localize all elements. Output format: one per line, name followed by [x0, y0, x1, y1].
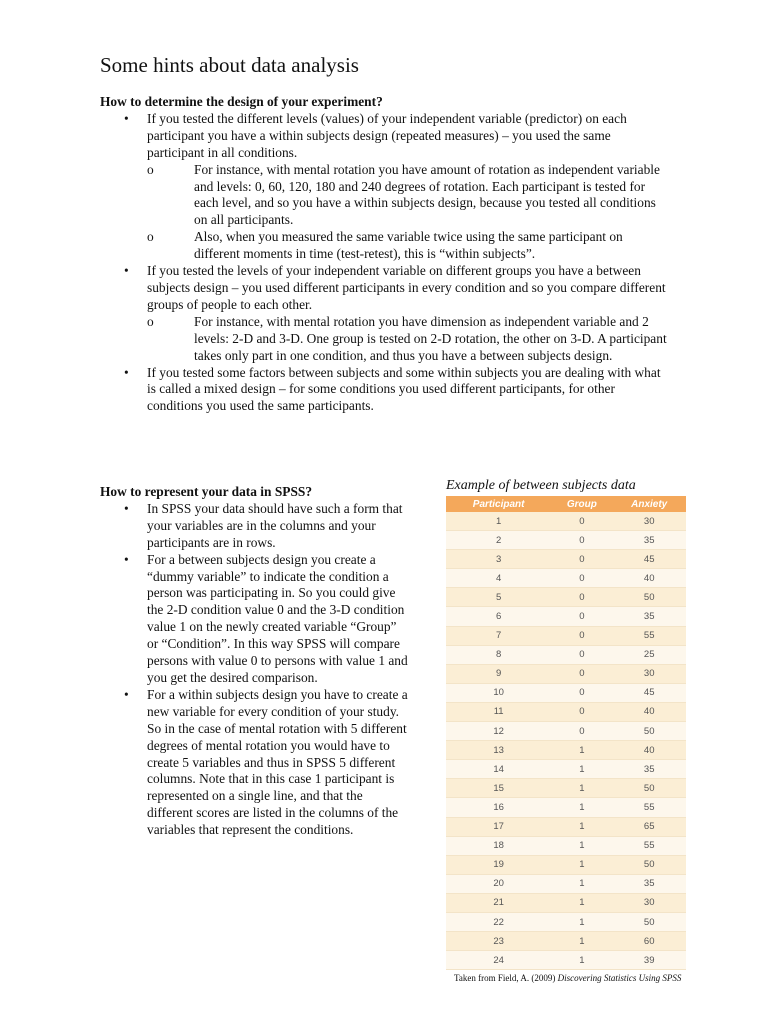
bullet-icon: • [124, 364, 129, 380]
column-header-anxiety: Anxiety [612, 496, 686, 512]
group-cell: 1 [551, 779, 612, 798]
design-sub-bullet [147, 229, 670, 263]
table-row [446, 683, 686, 702]
group-cell: 0 [551, 607, 612, 626]
table-row [446, 779, 686, 798]
group-cell: 1 [551, 760, 612, 779]
group-cell: 0 [551, 626, 612, 645]
participant-cell: 23 [446, 932, 551, 951]
participant-cell: 16 [446, 798, 551, 817]
spss-section [100, 484, 410, 839]
anxiety-cell: 60 [612, 932, 686, 951]
anxiety-cell: 45 [612, 550, 686, 569]
participant-cell: 7 [446, 626, 551, 645]
participant-cell: 18 [446, 836, 551, 855]
anxiety-cell: 50 [612, 855, 686, 874]
table-caption: Example of between subjects data [446, 478, 636, 493]
anxiety-cell: 35 [612, 760, 686, 779]
participant-cell: 6 [446, 607, 551, 626]
group-cell: 0 [551, 588, 612, 607]
participant-cell: 12 [446, 722, 551, 741]
group-cell: 0 [551, 645, 612, 664]
column-header-group: Group [551, 496, 612, 512]
participant-cell: 9 [446, 664, 551, 683]
table-row [446, 626, 686, 645]
design-bullet-text: If you tested the levels of your independent variable on different groups you have a between subjects design – you used different participants in every condition and so you compare different groups of people to each other. [147, 263, 666, 312]
group-cell: 0 [551, 722, 612, 741]
table-row [446, 836, 686, 855]
table-body [446, 512, 686, 970]
design-bullet-list [100, 111, 670, 415]
participant-cell: 20 [446, 874, 551, 893]
table-row [446, 741, 686, 760]
anxiety-cell: 25 [612, 645, 686, 664]
example-table-block [446, 477, 686, 984]
design-sub-bullet [147, 314, 670, 365]
participant-cell: 1 [446, 512, 551, 531]
anxiety-cell: 30 [612, 512, 686, 531]
group-cell: 1 [551, 836, 612, 855]
design-sub-text: Also, when you measured the same variable twice using the same participant on different moments in time (test-retest), this is “within subjects”. [194, 229, 623, 262]
participant-cell: 24 [446, 951, 551, 970]
anxiety-cell: 35 [612, 874, 686, 893]
design-bullet [100, 365, 670, 416]
spss-bullet [100, 501, 410, 552]
group-cell: 1 [551, 741, 612, 760]
bullet-icon: • [124, 263, 129, 279]
table-row [446, 550, 686, 569]
group-cell: 0 [551, 683, 612, 702]
table-row [446, 588, 686, 607]
table-row [446, 817, 686, 836]
table-row [446, 645, 686, 664]
group-cell: 1 [551, 932, 612, 951]
participant-cell: 3 [446, 550, 551, 569]
participant-cell: 14 [446, 760, 551, 779]
anxiety-cell: 30 [612, 893, 686, 912]
design-sub-text: For instance, with mental rotation you have dimension as independent variable and 2 levels: 2-D and 3-D. One group is tested on 2-D rotation, the other on 3-D. A participant takes only part in one condition, and thus you have a between subjects design. [194, 313, 667, 363]
design-sub-list [147, 162, 670, 263]
bullet-icon: • [124, 551, 129, 567]
bullet-icon: • [124, 686, 129, 702]
page-title: Some hints about data analysis [100, 53, 359, 77]
participant-cell: 22 [446, 912, 551, 931]
anxiety-cell: 35 [612, 607, 686, 626]
design-sub-text: For instance, with mental rotation you have amount of rotation as independent variable and levels: 0, 60, 120, 180 and 240 degrees of rotation. Each participant is tested for each level, and so you have a within subjects design, because you tested all conditions on all participants. [194, 161, 660, 228]
group-cell: 1 [551, 855, 612, 874]
anxiety-cell: 65 [612, 817, 686, 836]
group-cell: 1 [551, 817, 612, 836]
table-row [446, 512, 686, 531]
participant-cell: 15 [446, 779, 551, 798]
spss-bullet-text: For a between subjects design you create a “dummy variable” to indicate the condition a person was participating in. So you could give the 2-D condition value 0 and the 3-D condition value 1 on the newly created variable “Group” or “Condition”. In this way SPSS will compare persons with value 0 to persons with value 1 and you get the desired comparison. [147, 551, 408, 685]
group-cell: 0 [551, 569, 612, 588]
design-section [100, 94, 670, 415]
table-header-row [446, 496, 686, 512]
group-cell: 0 [551, 664, 612, 683]
group-cell: 1 [551, 874, 612, 893]
design-bullet-text: If you tested some factors between subjects and some within subjects you are dealing with what is called a mixed design – for some conditions you used different participants, for other conditions you used the same participants. [147, 364, 661, 414]
participant-cell: 19 [446, 855, 551, 874]
table-row [446, 874, 686, 893]
circle-bullet-icon: o [147, 313, 154, 329]
spss-heading: How to represent your data in SPSS? [100, 484, 313, 499]
participant-cell: 13 [446, 741, 551, 760]
anxiety-cell: 30 [612, 664, 686, 683]
column-header-participant: Participant [446, 496, 551, 512]
group-cell: 1 [551, 912, 612, 931]
circle-bullet-icon: o [147, 229, 154, 245]
table-row [446, 893, 686, 912]
group-cell: 0 [551, 702, 612, 721]
spss-bullet [100, 687, 410, 839]
group-cell: 0 [551, 550, 612, 569]
design-bullet-text: If you tested the different levels (values) of your independent variable (predictor) on each participant you have a within subjects design (repeated measures) – you used the same participant in all conditions. [147, 110, 627, 160]
bullet-icon: • [124, 110, 129, 126]
anxiety-cell: 55 [612, 798, 686, 817]
table-row [446, 569, 686, 588]
anxiety-cell: 39 [612, 951, 686, 970]
group-cell: 1 [551, 893, 612, 912]
table-row [446, 855, 686, 874]
spss-bullet-list [100, 501, 410, 839]
example-data-table [446, 496, 686, 970]
group-cell: 0 [551, 531, 612, 550]
participant-cell: 11 [446, 702, 551, 721]
participant-cell: 10 [446, 683, 551, 702]
bullet-icon: • [124, 500, 129, 516]
anxiety-cell: 40 [612, 702, 686, 721]
participant-cell: 17 [446, 817, 551, 836]
anxiety-cell: 50 [612, 779, 686, 798]
table-row [446, 760, 686, 779]
participant-cell: 8 [446, 645, 551, 664]
table-source-note [446, 973, 686, 984]
design-bullet [100, 111, 670, 263]
participant-cell: 2 [446, 531, 551, 550]
table-row [446, 722, 686, 741]
circle-bullet-icon: o [147, 161, 154, 177]
anxiety-cell: 40 [612, 569, 686, 588]
anxiety-cell: 50 [612, 912, 686, 931]
table-row [446, 702, 686, 721]
table-row [446, 932, 686, 951]
table-row [446, 798, 686, 817]
spss-bullet-text: In SPSS your data should have such a form that your variables are in the columns and your participants are in rows. [147, 500, 403, 550]
spss-bullet [100, 552, 410, 687]
table-row [446, 912, 686, 931]
design-heading: How to determine the design of your experiment? [100, 94, 383, 109]
anxiety-cell: 40 [612, 741, 686, 760]
anxiety-cell: 45 [612, 683, 686, 702]
source-prefix: Taken from Field, A. (2009) [454, 973, 558, 984]
group-cell: 1 [551, 951, 612, 970]
group-cell: 1 [551, 798, 612, 817]
anxiety-cell: 50 [612, 588, 686, 607]
participant-cell: 5 [446, 588, 551, 607]
participant-cell: 21 [446, 893, 551, 912]
anxiety-cell: 35 [612, 531, 686, 550]
source-book-title: Discovering Statistics Using SPSS [557, 973, 682, 984]
design-bullet [100, 263, 670, 364]
design-sub-bullet [147, 162, 670, 230]
table-row [446, 664, 686, 683]
table-row [446, 531, 686, 550]
table-row [446, 607, 686, 626]
spss-bullet-text: For a within subjects design you have to create a new variable for every condition of your study. So in the case of mental rotation with 5 different degrees of mental rotation you would have to create 5 variables and thus in SPSS 5 different columns. Note that in this case 1 participant is represented on a single line, and that the different scores are listed in the columns of the variables that represent the conditions. [147, 686, 408, 838]
anxiety-cell: 55 [612, 836, 686, 855]
anxiety-cell: 50 [612, 722, 686, 741]
participant-cell: 4 [446, 569, 551, 588]
anxiety-cell: 55 [612, 626, 686, 645]
table-row [446, 951, 686, 970]
group-cell: 0 [551, 512, 612, 531]
design-sub-list [147, 314, 670, 365]
